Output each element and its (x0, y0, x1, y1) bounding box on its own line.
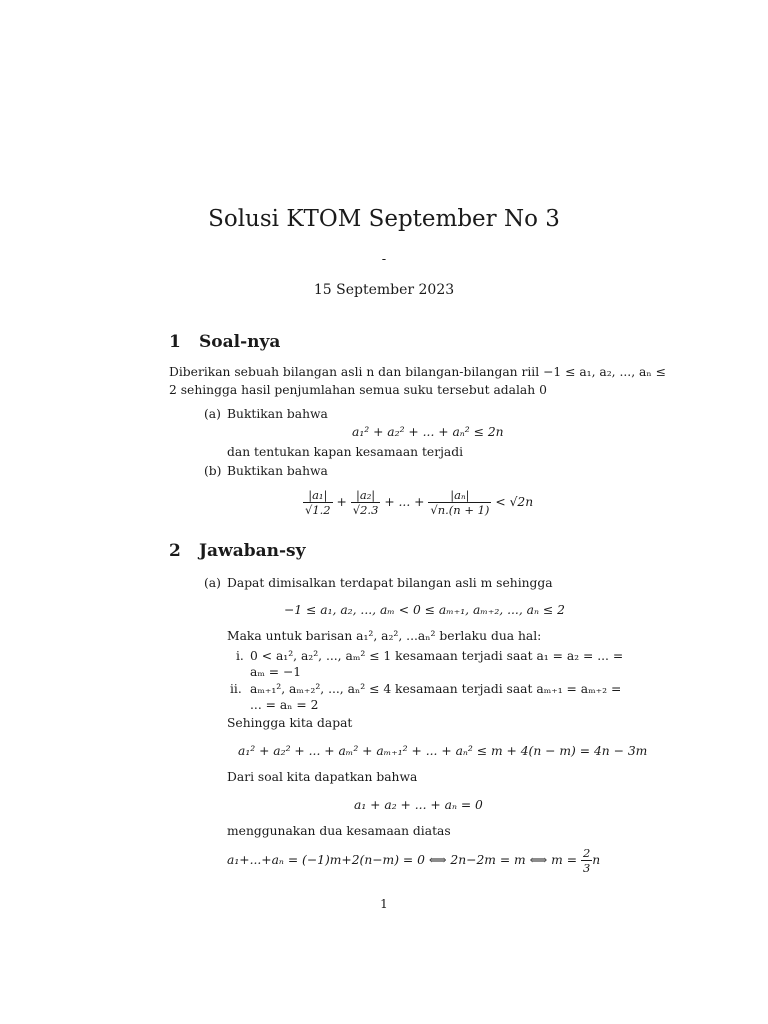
fraction-an: $\frac{\text{|aₙ|}}{√n.(n + 1)}$ (430, 488, 490, 517)
answer-dari: Dari soal kita dapatkan bahwa (227, 770, 418, 784)
item-ii-label: ii. (230, 682, 242, 696)
answer-menggunakan: menggunakan dua kesamaan diatas (227, 824, 451, 838)
answer-formula-3: a₁ + a₂ + ... + aₙ = 0 (354, 798, 483, 812)
section-1-number: 1 (169, 332, 181, 352)
part-a-after: dan tentukan kapan kesamaan terjadi (227, 445, 464, 459)
fraction-a1: $\frac{\text{|a₁|}}{√1.2}$ (305, 488, 331, 517)
part-a-label: (a) (204, 407, 221, 421)
item-i-line-1: 0 < a₁², a₂², ..., aₘ² ≤ 1 kesamaan terjadi saat a₁ = a₂ = ... = (250, 649, 624, 663)
document-author: - (381, 252, 387, 267)
section-2-title: Jawaban-sy (199, 541, 306, 561)
part-b-formula: $\frac{\text{|a₁|}}{√1.2}$ + $\frac{\text{|a₂|}}{√2.3}$ + ... + $\frac{\text{|aₙ|}}{√n.(n + 1)}$ < √2n (305, 488, 534, 517)
problem-intro-line-1: Diberikan sebuah bilangan asli n dan bilangan-bilangan riil −1 ≤ a₁, a₂, ..., aₙ ≤ (169, 365, 666, 379)
part-b-text: Buktikan bahwa (227, 464, 328, 478)
item-ii-line-1: aₘ₊₁², aₘ₊₂², ..., aₙ² ≤ 4 kesamaan terjadi saat aₘ₊₁ = aₘ₊₂ = (250, 682, 622, 696)
answer-a-label: (a) (204, 576, 221, 590)
answer-a-text: Dapat dimisalkan terdapat bilangan asli m sehingga (227, 576, 553, 590)
fraction-a2: $\frac{\text{|a₂|}}{√2.3}$ (352, 488, 379, 517)
item-i-label: i. (236, 649, 244, 663)
part-a-formula: a₁² + a₂² + ... + aₙ² ≤ 2n (352, 425, 504, 439)
section-1-title: Soal-nya (199, 332, 281, 352)
problem-intro-line-2: 2 sehingga hasil penjumlahan semua suku tersebut adalah 0 (169, 383, 547, 397)
section-2-number: 2 (169, 541, 181, 561)
fraction-two-thirds: $\frac{2}{3}$ (582, 846, 591, 875)
answer-formula-4: a₁+...+aₙ = (−1)m+2(n−m) = 0 ⟺ 2n−2m = m ⟺ m = $\frac{2}{3}$ n (227, 846, 601, 875)
answer-formula-2: a₁² + a₂² + ... + aₘ² + aₘ₊₁² + ... + aₙ² ≤ m + 4(n − m) = 4n − 3m (238, 744, 648, 758)
answer-formula-1: −1 ≤ a₁, a₂, ..., aₘ < 0 ≤ aₘ₊₁, aₘ₊₂, ..., aₙ ≤ 2 (284, 603, 565, 617)
document-title: Solusi KTOM September No 3 (208, 206, 560, 232)
page-number: 1 (380, 897, 388, 911)
answer-maka: Maka untuk barisan a₁², a₂², ...aₙ² berlaku dua hal: (227, 629, 542, 643)
part-a-text: Buktikan bahwa (227, 407, 328, 421)
document-date: 15 September 2023 (313, 282, 455, 298)
answer-sehingga: Sehingga kita dapat (227, 716, 353, 730)
item-ii-line-2: ... = aₙ = 2 (250, 698, 319, 712)
item-i-line-2: aₘ = −1 (250, 665, 302, 679)
part-b-label: (b) (204, 464, 222, 478)
